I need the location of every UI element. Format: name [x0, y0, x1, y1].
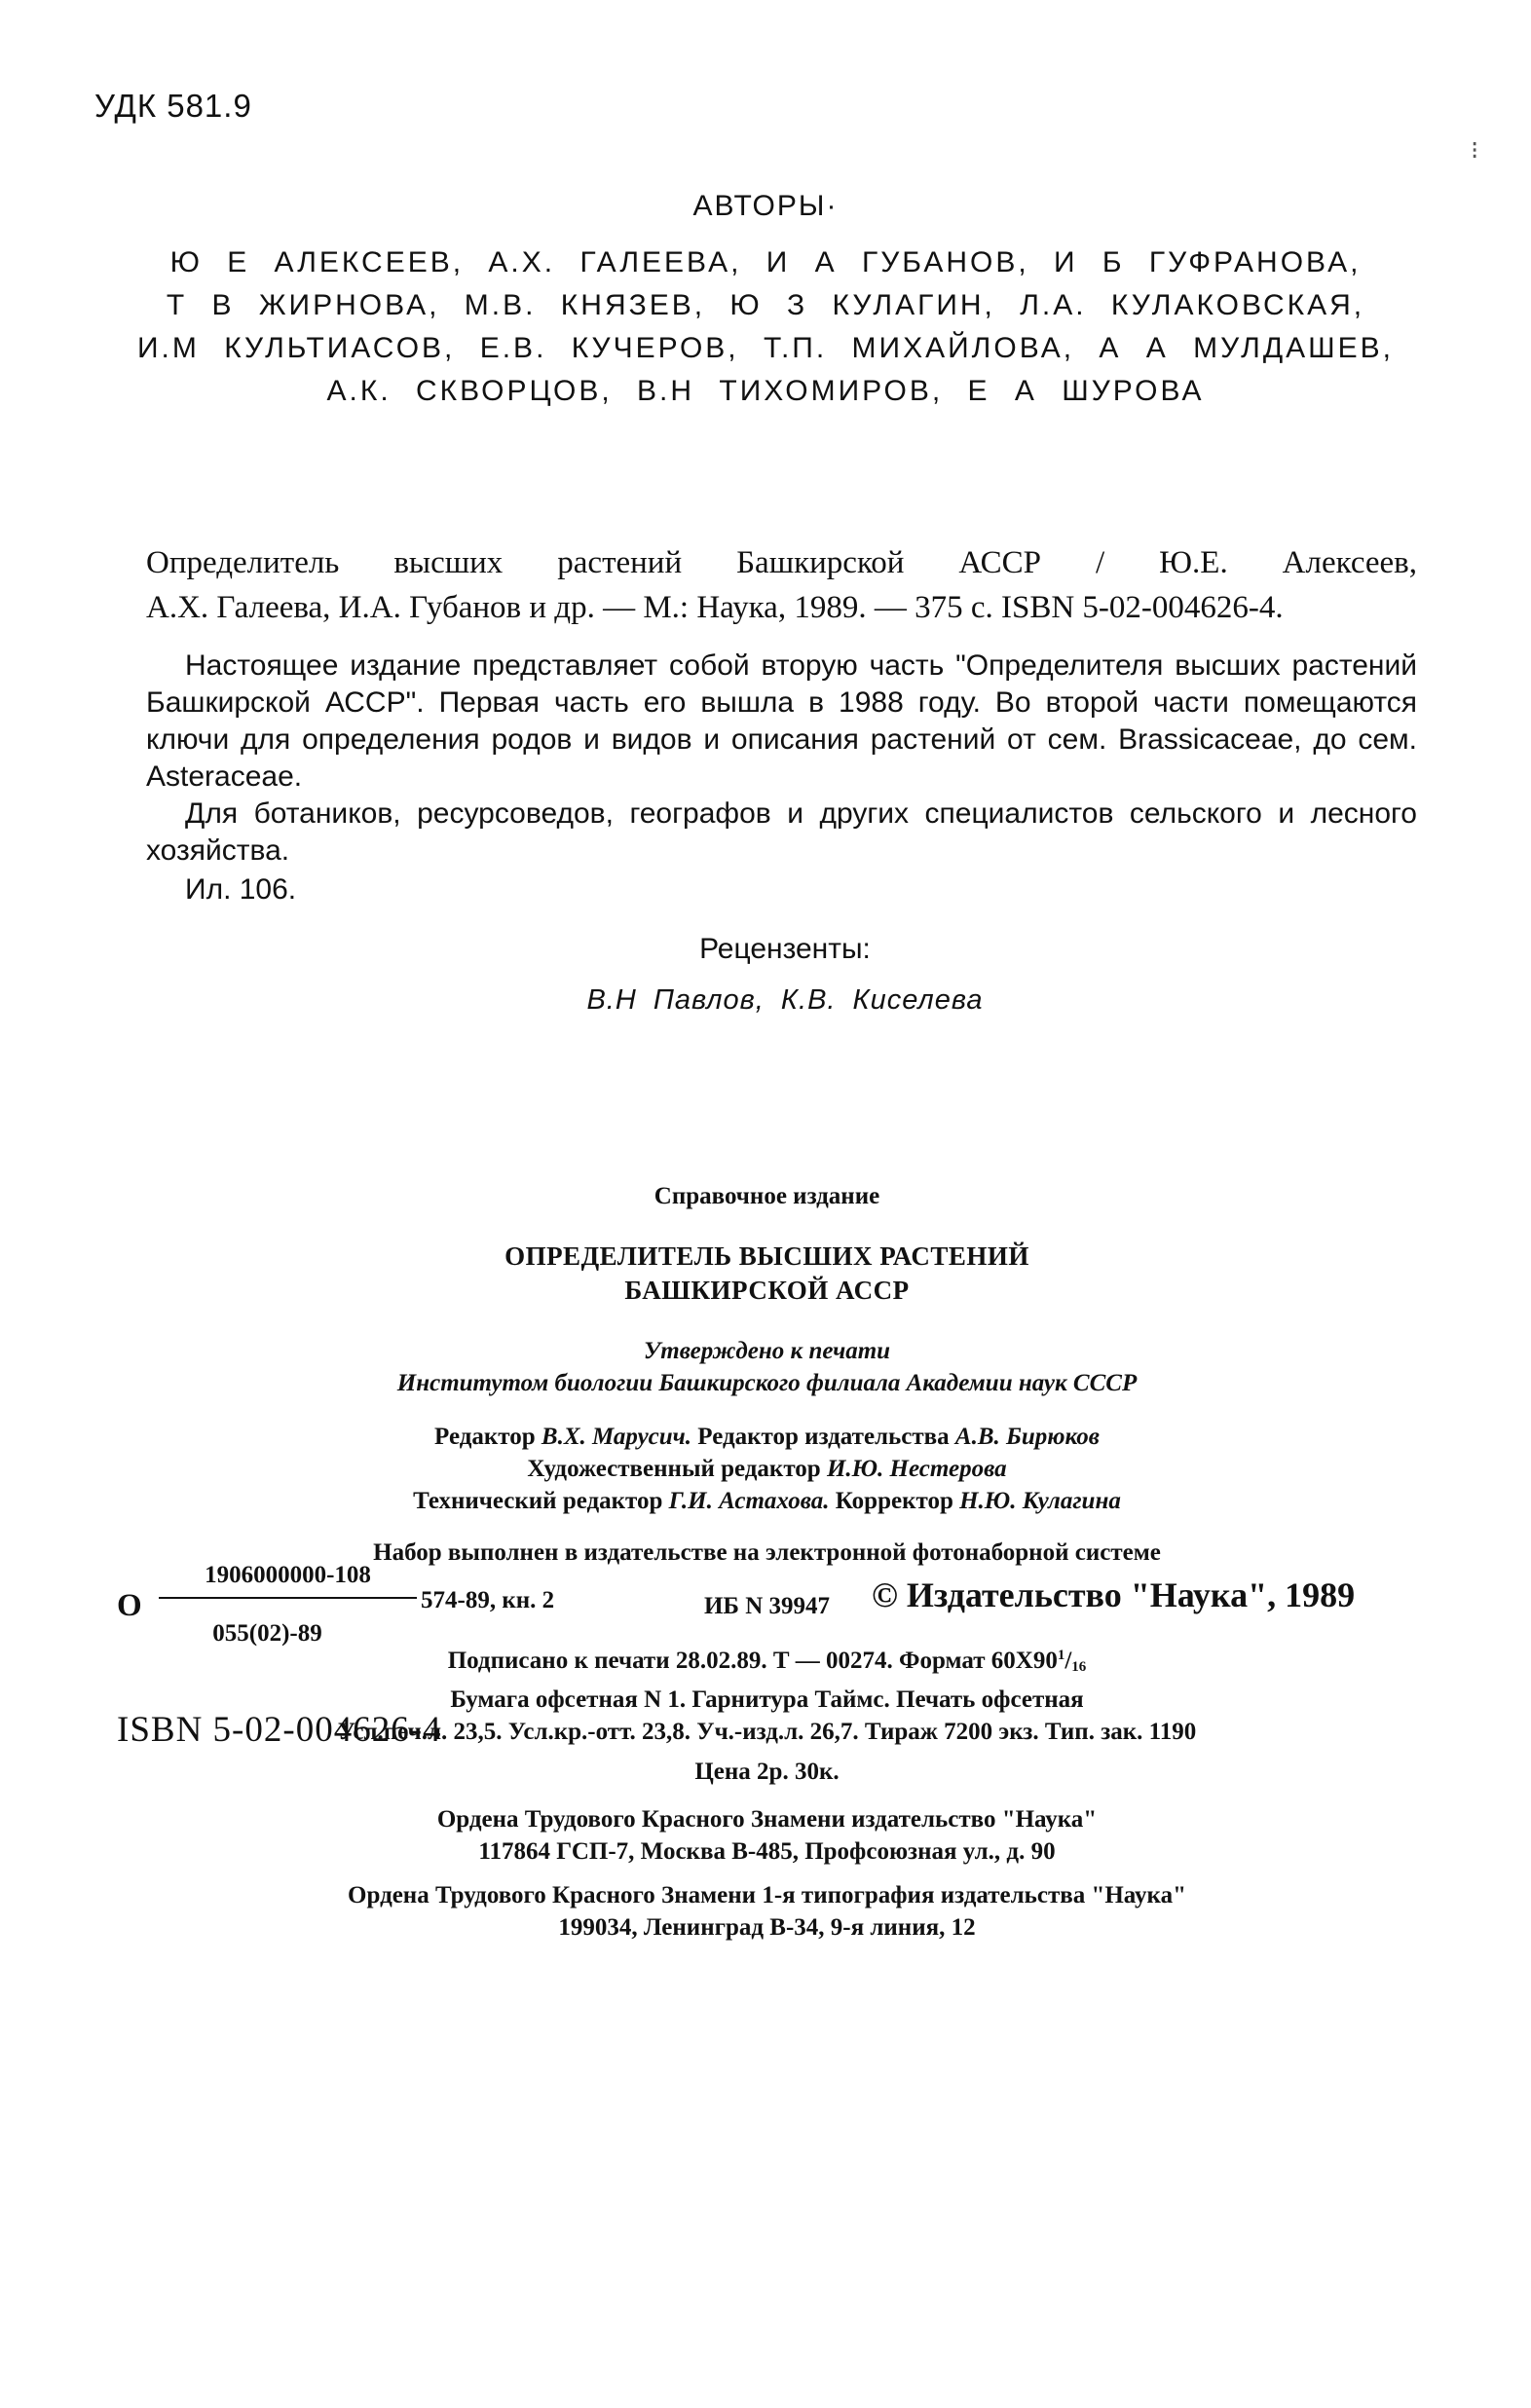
fraction-prefix: О: [117, 1588, 142, 1623]
format-subscript: 16: [1071, 1659, 1087, 1675]
fraction-numerator: 1906000000-108: [205, 1562, 371, 1588]
authors-line: А.К. СКВОРЦОВ, В.Н ТИХОМИРОВ, Е А ШУРОВА: [326, 375, 1205, 407]
fraction-bar: [159, 1597, 417, 1599]
publisher-line: Ордена Трудового Красного Знамени издательство "Наука": [436, 1806, 1098, 1833]
annotation: [146, 648, 1417, 908]
bibliographic-line: А.Х. Галеева, И.А. Губанов и др. — М.: Наука, 1989. — 375 с. ISBN 5-02-004626-4.: [146, 590, 1284, 625]
authors-line: Т В ЖИРНОВА, М.В. КНЯЗЕВ, Ю З КУЛАГИН, Л.А. КУЛАКОВСКАЯ,: [166, 289, 1365, 321]
typeset-note: Набор выполнен в издательстве на электронной фотонаборной системе: [373, 1539, 1161, 1566]
approval-line: Утверждено к печати: [643, 1338, 891, 1364]
corrector-name: Н.Ю. Кулагина: [959, 1488, 1121, 1514]
editors-line: [253, 1421, 1281, 1453]
signed-text: Подписано к печати 28.02.89. Т — 00274. Формат 60Х90: [447, 1648, 1058, 1674]
copyright-notice: © Издательство "Наука", 1989: [872, 1575, 1356, 1614]
format-separator: /: [1064, 1648, 1072, 1674]
udk-code: УДК 581.9: [94, 88, 252, 124]
printer-address: 199034, Ленинград В-34, 9-я линия, 12: [558, 1914, 976, 1941]
reviewers-block: [0, 930, 1531, 1019]
ib-number: ИБ N 39947: [703, 1593, 831, 1619]
scan-mark: ⁝: [1471, 136, 1479, 165]
tech-editor-label: Технический редактор: [413, 1488, 663, 1514]
editor-label: Редактор: [434, 1424, 536, 1450]
bibliographic-description: [146, 540, 1417, 630]
audience-paragraph: Для ботаников, ресурсоведов, географов и других специалистов сельского и лесного хозяйства.: [146, 797, 1417, 867]
authors-line: Ю Е АЛЕКСЕЕВ, А.Х. ГАЛЕЕВА, И А ГУБАНОВ, И Б ГУФРАНОВА,: [169, 246, 1362, 278]
book-title-line: ОПРЕДЕЛИТЕЛЬ ВЫСШИХ РАСТЕНИЙ: [504, 1241, 1029, 1271]
editor-name: В.Х. Марусич.: [541, 1424, 692, 1450]
signed-line: [253, 1640, 1281, 1684]
tech-editor-name: Г.И. Астахова.: [668, 1488, 830, 1514]
art-editor-label: Художественный редактор: [527, 1456, 821, 1482]
tech-editor-line: [253, 1485, 1281, 1517]
authors-heading: АВТОРЫ·: [692, 190, 839, 222]
bibliographic-line: Определитель высших растений Башкирской АССР / Ю.Е. Алексеев,: [146, 545, 1417, 580]
publisher-address: 117864 ГСП-7, Москва В-485, Профсоюзная ул., д. 90: [478, 1838, 1056, 1865]
publishing-editor-label: Редактор издательства: [697, 1424, 950, 1450]
authors-line: И.М КУЛЬТИАСОВ, Е.В. КУЧЕРОВ, Т.П. МИХАЙЛОВА, А А МУЛДАШЕВ,: [136, 332, 1394, 364]
reviewers-heading: Рецензенты:: [699, 933, 871, 965]
approval-institution: Институтом биологии Башкирского филиала Академии наук СССР: [396, 1370, 1138, 1396]
publication-type: Справочное издание: [653, 1183, 880, 1209]
book-title-line: БАШКИРСКОЙ АССР: [624, 1276, 910, 1305]
fraction-tail: 574-89, кн. 2: [421, 1587, 555, 1613]
paper-line: Бумага офсетная N 1. Гарнитура Таймс. Печать офсетная: [450, 1686, 1084, 1713]
price: Цена 2р. 30к.: [694, 1759, 840, 1785]
format-superscript: 1: [1057, 1648, 1065, 1663]
art-editor-line: [253, 1453, 1281, 1485]
authors-block: [0, 187, 1531, 413]
isbn-number: ISBN 5-02-004626-4: [117, 1710, 442, 1750]
printer-line: Ордена Трудового Красного Знамени 1-я типография издательства "Наука": [348, 1882, 1186, 1908]
corrector-label: Корректор: [835, 1488, 953, 1514]
illustrations-count: Ил. 106.: [185, 873, 297, 906]
annotation-paragraph: Настоящее издание представляет собой вторую часть "Определителя высших растений Башкирской АССР". Первая часть его вышла в 1988 году. Во второй части помещаются ключи для определения родов и видов и описания растений от сем. Brassicaceae, до сем. Asteraceae.: [146, 649, 1417, 793]
volume-line: Усл.печ.л. 23,5. Усл.кр.-отт. 23,8. Уч.-изд.л. 26,7. Тираж 7200 экз. Тип. зак. 1190: [337, 1719, 1197, 1745]
art-editor-name: И.Ю. Нестерова: [826, 1456, 1007, 1482]
publishing-editor-name: А.В. Бирюков: [954, 1424, 1100, 1450]
fraction-denominator: 055(02)-89: [212, 1620, 322, 1647]
reviewers-names: В.Н Павлов, К.В. Киселева: [586, 984, 984, 1016]
